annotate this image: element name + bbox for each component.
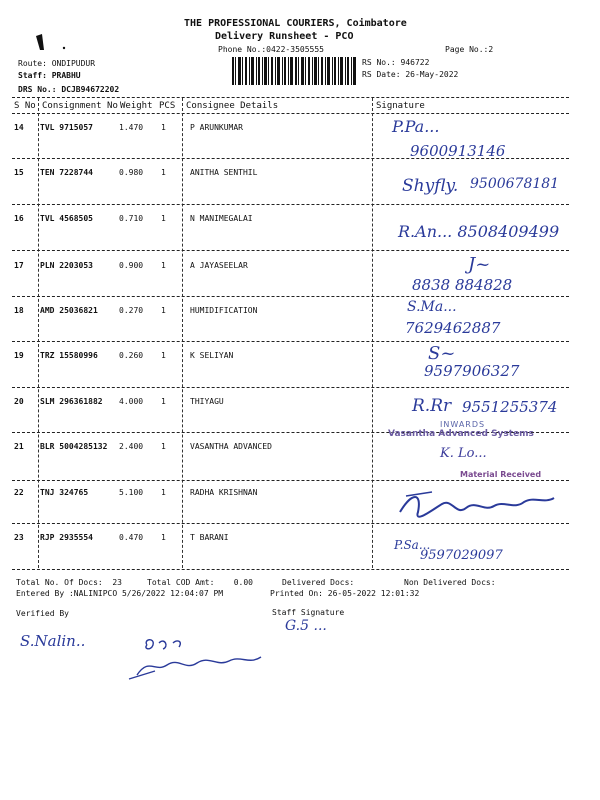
row-weight: 0.980 — [119, 168, 144, 177]
col-header-consignee: Consignee Details — [186, 101, 279, 111]
total-docs: Total No. Of Docs: 23 — [16, 578, 122, 587]
row-consignee: RADHA KRISHNAN — [190, 488, 258, 497]
stamp-inwards: INWARDS — [440, 420, 486, 429]
entered-by: Entered By :NALINIPCO 5/26/2022 12:04:07 PM — [16, 589, 224, 598]
row-sno: 19 — [14, 351, 24, 360]
row-divider — [12, 341, 569, 342]
row-consignee: N MANIMEGALAI — [190, 214, 253, 223]
col-divider — [372, 98, 373, 568]
table-bottom-rule — [12, 569, 569, 570]
row-signature: 8838 884828 — [412, 276, 513, 294]
row-weight: 0.260 — [119, 351, 144, 360]
row-weight: 5.100 — [119, 488, 144, 497]
handwritten-initials — [125, 635, 275, 683]
rs-date: RS Date: 26-May-2022 — [362, 70, 459, 79]
row-sno: 23 — [14, 533, 24, 542]
row-weight: 2.400 — [119, 442, 144, 451]
row-divider — [12, 250, 569, 251]
delivered-docs: Delivered Docs: — [282, 578, 355, 587]
row-divider — [12, 204, 569, 205]
row-consignment: TVL 9715057 — [40, 123, 93, 132]
row-pcs: 1 — [161, 214, 166, 223]
col-header-signature: Signature — [376, 101, 425, 111]
row-signature-mark: R.Rr — [412, 396, 452, 416]
stamp-company: Vasantha Advanced Systems — [388, 429, 534, 439]
row-consignee: P ARUNKUMAR — [190, 123, 243, 132]
table-top-rule — [12, 97, 569, 98]
row-pcs: 1 — [161, 123, 166, 132]
col-header-pcs: PCS — [159, 101, 176, 111]
page-number: Page No.:2 — [445, 45, 494, 54]
row-consignment: RJP 2935554 — [40, 533, 93, 542]
row-signature: 9500678181 — [470, 176, 560, 192]
row-consignment: TVL 4568505 — [40, 214, 93, 223]
row-sno: 17 — [14, 261, 24, 270]
row-weight: 0.270 — [119, 306, 144, 315]
row-sno: 21 — [14, 442, 24, 451]
row-consignment: TRZ 15580996 — [40, 351, 98, 360]
verified-by-label: Verified By — [16, 609, 69, 618]
row-consignment: SLM 296361882 — [40, 397, 103, 406]
row-consignment: TEN 7228744 — [40, 168, 93, 177]
row-divider — [12, 158, 569, 159]
row-signature-mark: Shyfly. — [402, 176, 459, 196]
row-sno: 15 — [14, 168, 24, 177]
row-consignee: A JAYASEELAR — [190, 261, 248, 270]
route: Route: ONDIPUDUR — [18, 59, 96, 68]
row-weight: 0.900 — [119, 261, 144, 270]
rs-number: RS No.: 946722 — [362, 58, 430, 67]
row-consignee: HUMIDIFICATION — [190, 306, 258, 315]
stamp-material-received: Material Received — [460, 470, 542, 479]
row-divider — [12, 480, 569, 481]
row-signature: S.Ma... — [407, 299, 457, 315]
row-consignment: TNJ 324765 — [40, 488, 89, 497]
company-logo — [30, 30, 50, 52]
row-sno: 22 — [14, 488, 24, 497]
total-cod: Total COD Amt: 0.00 — [147, 578, 253, 587]
row-consignment: PLN 2203053 — [40, 261, 93, 270]
row-sno: 16 — [14, 214, 24, 223]
row-signature-mark: J~ — [468, 254, 491, 275]
col-header-consignment: Consignment No — [42, 101, 118, 111]
printed-on: Printed On: 26-05-2022 12:01:32 — [270, 589, 420, 598]
col-divider — [38, 98, 39, 568]
stamp-signature: K. Lo... — [440, 446, 487, 461]
row-consignment: BLR 5004285132 — [40, 442, 108, 451]
row-divider — [12, 296, 569, 297]
row-consignee: VASANTHA ADVANCED — [190, 442, 272, 451]
document-title: Delivery Runsheet - PCO — [215, 31, 354, 42]
row-signature-scribble — [392, 482, 562, 526]
row-pcs: 1 — [161, 442, 166, 451]
row-signature: 9551255374 — [462, 398, 558, 416]
col-header-weight: Weight — [120, 101, 153, 111]
staff-signature-label: Staff Signature — [272, 608, 345, 617]
row-weight: 0.710 — [119, 214, 144, 223]
row-pcs: 1 — [161, 397, 166, 406]
verifier-signature: S.Nalin.. — [20, 632, 86, 650]
row-divider — [12, 523, 569, 524]
row-signature-phone: 9600913146 — [410, 142, 506, 160]
row-pcs: 1 — [161, 533, 166, 542]
row-signature: P.Sa... — [394, 538, 431, 552]
row-consignment: AMD 25036821 — [40, 306, 98, 315]
barcode — [232, 57, 356, 85]
row-weight: 1.470 — [119, 123, 144, 132]
staff: Staff: PRABHU — [18, 71, 81, 80]
row-signature-phone: 7629462887 — [405, 319, 501, 337]
row-signature: 9597906327 — [424, 362, 520, 380]
row-sno: 14 — [14, 123, 24, 132]
drs-number: DRS No.: DCJB94672202 — [18, 85, 120, 94]
row-consignee: T BARANI — [190, 533, 229, 542]
col-divider — [182, 98, 183, 568]
row-signature-mark: S~ — [428, 343, 456, 364]
row-signature: R.An... 8508409499 — [398, 222, 560, 241]
row-signature: P.Pa... — [392, 117, 440, 136]
row-pcs: 1 — [161, 488, 166, 497]
row-consignee: K SELIYAN — [190, 351, 234, 360]
row-consignee: THIYAGU — [190, 397, 224, 406]
table-header-rule — [12, 113, 569, 114]
row-weight: 4.000 — [119, 397, 144, 406]
row-signature-phone: 9597029097 — [420, 548, 503, 563]
col-header-sno: S No — [14, 101, 36, 111]
phone-number: Phone No.:0422-3505555 — [218, 45, 324, 54]
row-pcs: 1 — [161, 351, 166, 360]
row-consignee: ANITHA SENTHIL — [190, 168, 258, 177]
staff-signature-mark: G.5 ... — [285, 618, 327, 634]
row-sno: 20 — [14, 397, 24, 406]
row-sno: 18 — [14, 306, 24, 315]
company-name: THE PROFESSIONAL COURIERS, Coimbatore — [184, 18, 407, 29]
non-delivered-docs: Non Delivered Docs: — [404, 578, 496, 587]
row-pcs: 1 — [161, 306, 166, 315]
row-weight: 0.470 — [119, 533, 144, 542]
row-divider — [12, 387, 569, 388]
row-pcs: 1 — [161, 168, 166, 177]
row-pcs: 1 — [161, 261, 166, 270]
